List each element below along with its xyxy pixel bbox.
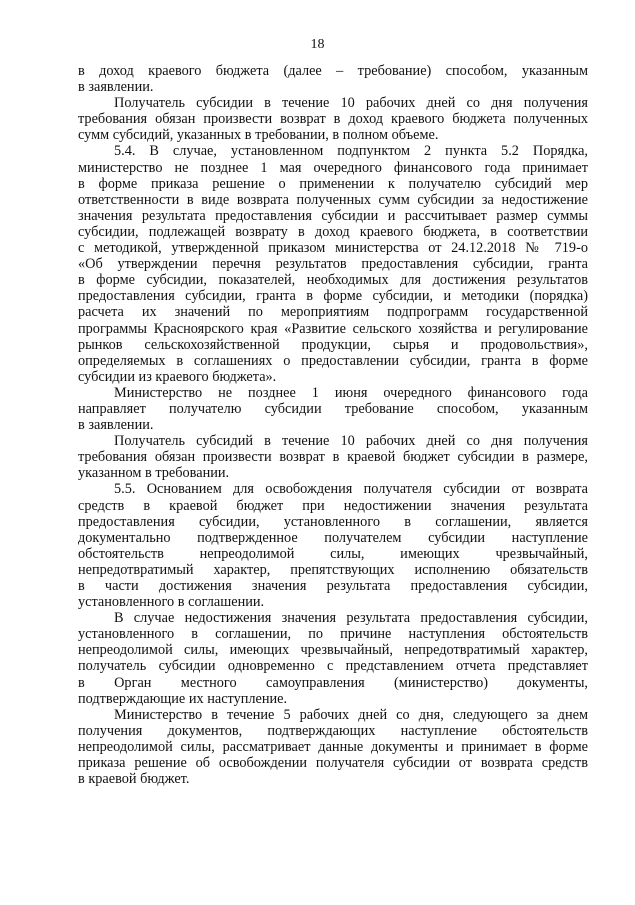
text-line: программы Красноярского края «Развитие сельского хозяйства и регулирование xyxy=(78,320,588,337)
page-number: 18 xyxy=(310,37,325,52)
text-line: министерство не позднее 1 мая очередного финансового года принимает xyxy=(78,159,588,176)
text-line: указанном в требовании. xyxy=(78,465,230,482)
text-line: в Орган местного самоуправления (министерство) документы, xyxy=(78,674,588,691)
text-line: требования обязан произвести возврат в краевой бюджет субсидии в размере, xyxy=(78,449,588,466)
paragraph xyxy=(78,143,588,384)
text-line: обстоятельств непреодолимой силы, имеющих чрезвычайный, xyxy=(78,545,588,562)
text-line: 5.4. В случае, установленном подпунктом 2 пункта 5.2 Порядка, xyxy=(114,143,588,160)
text-line: В случае недостижения значения результата предоставления субсидии, xyxy=(114,610,588,627)
text-line: получатель субсидии одновременно с представлением отчета представляет xyxy=(78,658,588,675)
text-line: 5.5. Основанием для освобождения получателя субсидии от возврата xyxy=(114,481,588,498)
text-line: приказа решение об освобождении получателя субсидии от возврата средств xyxy=(78,755,588,772)
text-line: расчета их значений по мероприятиям подпрограмм государственной xyxy=(78,304,588,321)
text-line: документально подтвержденное получателем субсидии наступление xyxy=(78,529,588,546)
paragraph xyxy=(78,63,588,95)
text-line: в заявлении. xyxy=(78,417,154,434)
text-line: в части достижения значения результата предоставления субсидии, xyxy=(78,578,588,594)
text-line: непреодолимой силы, имеющих чрезвычайный, непредотвратимый характер, xyxy=(78,642,588,659)
text-line: требования обязан произвести возврат в доход краевого бюджета полученных xyxy=(78,111,588,128)
text-line: рынков сельскохозяйственной продукции, сырья и продовольствия», xyxy=(78,336,588,353)
text-line: субсидии из краевого бюджета». xyxy=(78,368,277,385)
text-line: средств в краевой бюджет при недостижении значения результата xyxy=(78,497,588,514)
document-body xyxy=(78,63,588,787)
text-line: получения документов, подтверждающих наступление обстоятельств xyxy=(78,722,588,739)
text-line: предоставления субсидии, установленного в соглашении, является xyxy=(78,513,588,530)
text-line: Получатель субсидии в течение 10 рабочих дней со дня получения xyxy=(114,95,588,112)
text-line: Получатель субсидий в течение 10 рабочих дней со дня получения xyxy=(114,433,588,450)
text-line: направляет получателю субсидии требование способом, указанным xyxy=(78,400,588,417)
text-line: «Об утверждении перечня результатов предоставления субсидии, гранта xyxy=(78,256,588,273)
text-line: сумм субсидий, указанных в требовании, в полном объеме. xyxy=(78,127,439,144)
text-line: в форме субсидии, показателей, необходимых для достижения результатов xyxy=(78,272,588,289)
text-line: ответственности в виде возврата полученных сумм субсидии за недостижение xyxy=(78,191,588,208)
text-line: установленного в соглашении. xyxy=(78,594,265,611)
paragraph xyxy=(78,707,588,787)
text-line: определяемых в соглашениях о предоставлении субсидии, гранта в форме xyxy=(78,352,588,369)
text-line: в заявлении. xyxy=(78,79,154,96)
text-line: субсидии, подлежащей возврату в доход краевого бюджета, в соответствии xyxy=(78,223,588,240)
text-line: в доход краевого бюджета (далее – требование) способом, указанным xyxy=(78,63,588,79)
text-line: предоставления субсидии, гранта в форме субсидии, и методики (порядка) xyxy=(78,288,588,305)
text-line: установленного в соглашении, по причине наступления обстоятельств xyxy=(78,626,588,643)
text-line: подтверждающие их наступление. xyxy=(78,690,288,707)
text-line: непреодолимой силы, рассматривает данные документы и принимает в форме xyxy=(78,738,588,755)
text-line: непредотвратимый характер, препятствующих исполнению обязательств xyxy=(78,561,588,578)
paragraph xyxy=(78,385,588,433)
text-line: в краевой бюджет. xyxy=(78,771,190,788)
paragraph xyxy=(78,95,588,143)
paragraph xyxy=(78,610,588,707)
text-line: Министерство не позднее 1 июня очередного финансового года xyxy=(114,384,588,401)
paragraph xyxy=(78,433,588,481)
paragraph xyxy=(78,481,588,610)
text-line: с методикой, утвержденной приказом министерства от 24.12.2018 № 719-о xyxy=(78,240,588,257)
text-line: значения результата предоставления субсидии и рассчитывает размер суммы xyxy=(78,207,588,224)
text-line: в форме приказа решение о применении к получателю субсидий мер xyxy=(78,175,588,192)
text-line: Министерство в течение 5 рабочих дней со дня, следующего за днем xyxy=(114,706,588,723)
